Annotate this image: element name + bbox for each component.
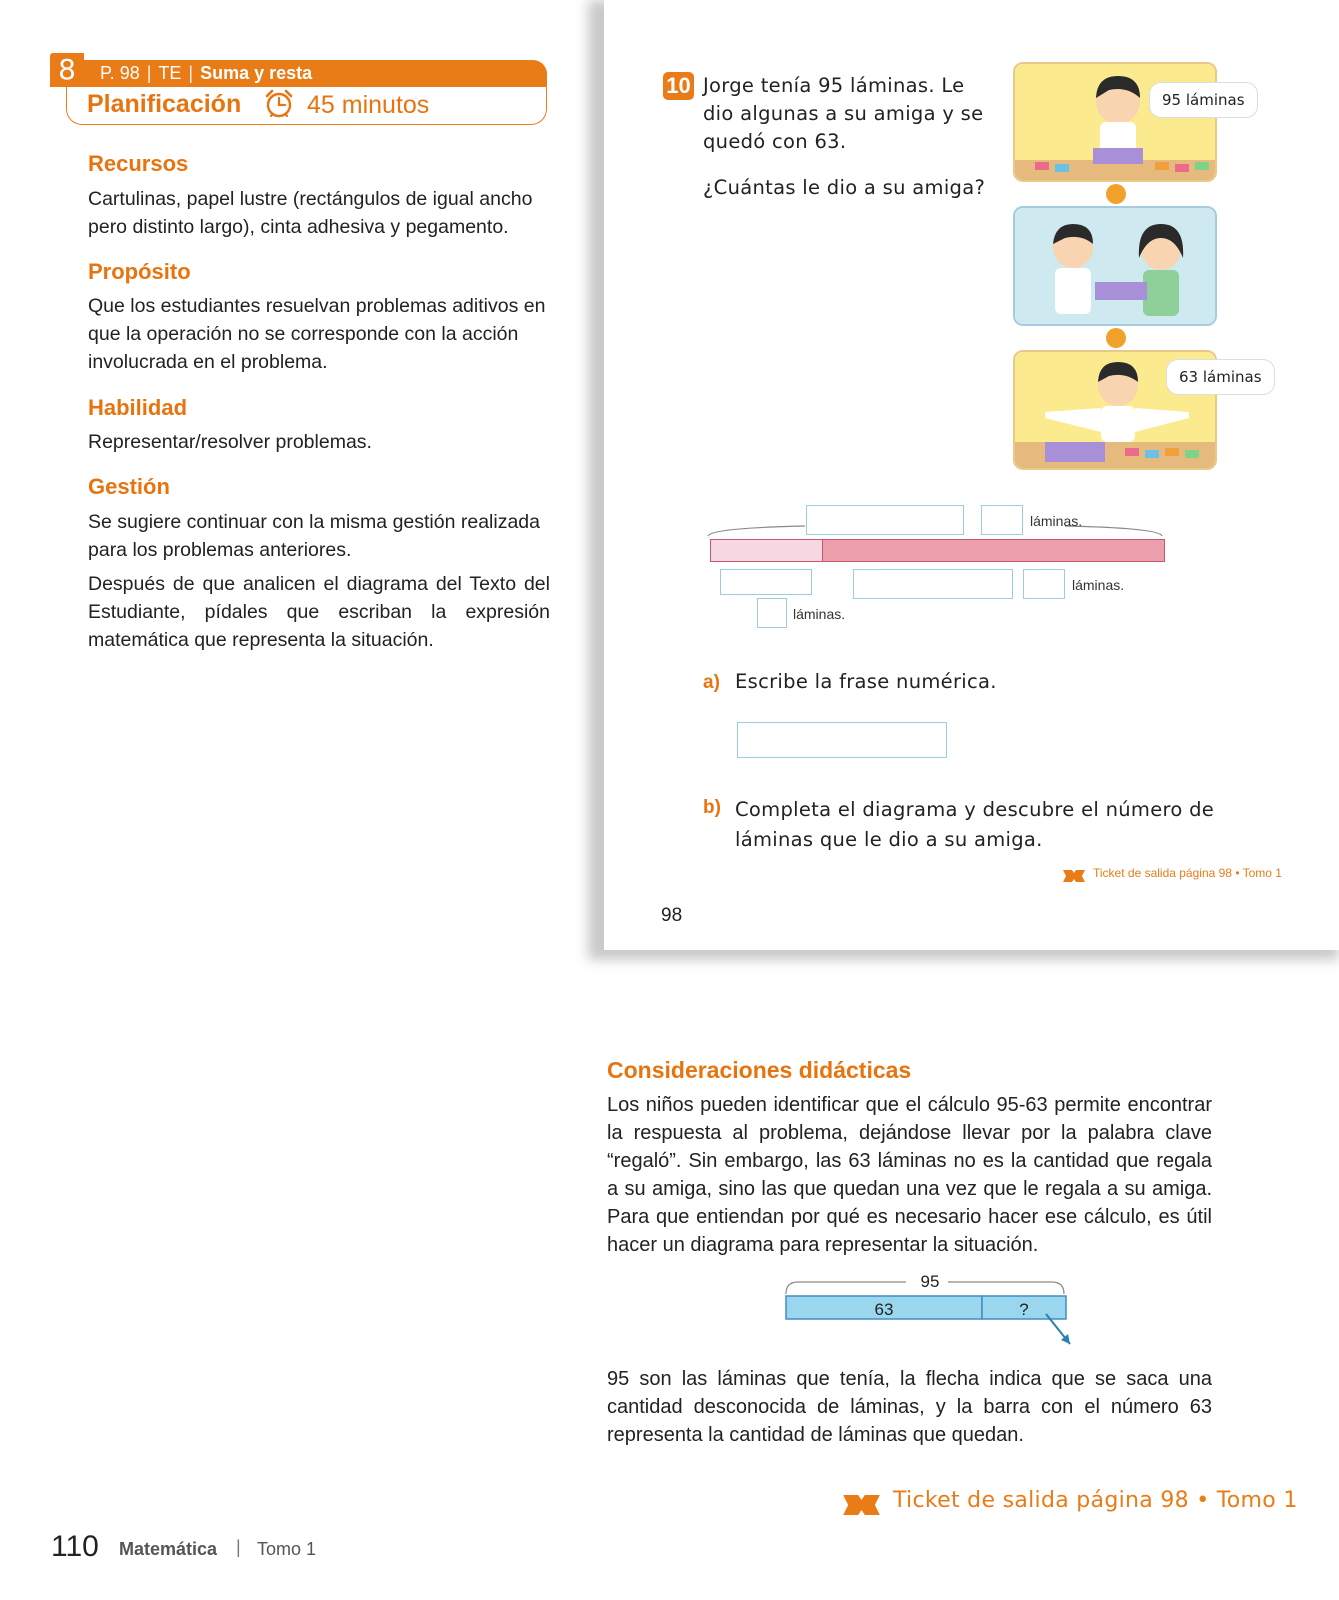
footer-subject: Matemática <box>119 1539 218 1559</box>
problem-text: Jorge tenía 95 láminas. Le dio algunas a su amiga y se quedó con 63. <box>703 74 984 153</box>
speech-bubble-63: 63 láminas <box>1166 359 1275 395</box>
tape-unknown-label: ? <box>1019 1300 1029 1319</box>
down-arrow-icon <box>1106 328 1126 348</box>
proposito-heading: Propósito <box>88 259 191 284</box>
footer-separator: | <box>236 1537 241 1557</box>
illustration-boy-with-cards <box>1013 62 1217 182</box>
problem-number: 10 <box>663 72 694 100</box>
planning-duration: 45 minutos <box>307 91 430 119</box>
footer-page-number: 110 <box>51 1530 99 1563</box>
item-b-label: b) <box>703 797 721 818</box>
diagram-unit-label: láminas. <box>1030 513 1083 529</box>
item-a-label: a) <box>703 672 720 693</box>
header-bar: P. 98 | TE | Suma y resta <box>84 60 547 87</box>
section-number: 8 <box>50 53 84 87</box>
diagram-total-number-box[interactable] <box>981 505 1023 535</box>
ticket-link-small[interactable]: Ticket de salida página 98 • Tomo 1 <box>1093 866 1282 880</box>
ticket-icon <box>1063 870 1085 882</box>
ticket-icon <box>843 1495 880 1515</box>
page-ref: P. 98 <box>100 63 140 83</box>
planning-title: Planificación <box>87 90 242 118</box>
diagram-bar-given <box>710 539 824 562</box>
proposito-text: Que los estudiantes resuelvan problemas aditivos en que la operación no se corresponde con la acción involucrada en el problema. <box>88 295 546 373</box>
gestion-heading: Gestión <box>88 474 170 499</box>
gestion-text-2: Después de que analicen el diagrama del Texto del Estudiante, pídales que escriban la expresión matemática que representa la situación. <box>88 573 550 651</box>
habilidad-heading: Habilidad <box>88 395 188 420</box>
recursos-text: Cartulinas, papel lustre (rectángulos de igual ancho pero distinto largo), cinta adhesiva y pegamento. <box>88 188 533 238</box>
diagram-unit-label: láminas. <box>793 606 846 622</box>
diagram-given-number-box[interactable] <box>757 598 787 628</box>
tape-total-label: 95 <box>912 1272 948 1292</box>
diagram-remaining-box[interactable] <box>853 569 1013 599</box>
tape-part-label: 63 <box>874 1300 894 1319</box>
diagram-remaining-number-box[interactable] <box>1023 569 1065 599</box>
consideraciones-paragraph-2: 95 son las láminas que tenía, la flecha indica que se saca una cantidad desconocida de láminas, y la barra con el número 63 representa la cantidad de láminas que quedan. <box>607 1368 1212 1446</box>
diagram-total-box[interactable] <box>806 505 964 535</box>
recursos-heading: Recursos <box>88 151 189 176</box>
habilidad-text: Representar/resolver problemas. <box>88 431 372 453</box>
problem-question: ¿Cuántas le dio a su amiga? <box>703 176 986 199</box>
illustration-giving-cards <box>1013 206 1217 326</box>
ticket-link[interactable]: Ticket de salida página 98 • Tomo 1 <box>893 1488 1298 1513</box>
book-ref: TE <box>158 63 182 83</box>
diagram-bar-remaining <box>822 539 1165 562</box>
item-b-text: Completa el diagrama y descubre el número de láminas que le dio a su amiga. <box>735 798 1215 851</box>
topic-title: Suma y resta <box>200 63 313 83</box>
consideraciones-heading: Consideraciones didácticas <box>607 1057 912 1083</box>
footer-volume: Tomo 1 <box>257 1539 317 1559</box>
consideraciones-paragraph-1: Los niños pueden identificar que el cálculo 95-63 permite encontrar la respuesta al problema, dejándose llevar por la palabra clave “regaló”. Sin embargo, las 63 láminas no es la cantidad que regala a su amiga, sino las que quedan una vez que le regala a su amiga. Para que entiendan por qué es necesario hacer ese cálculo, es útil hacer un diagrama para representar la situación. <box>607 1094 1212 1256</box>
speech-bubble-95: 95 láminas <box>1149 82 1258 118</box>
number-sentence-box[interactable] <box>737 722 947 758</box>
diagram-given-box[interactable] <box>720 569 812 595</box>
diagram-unit-label: láminas. <box>1072 577 1125 593</box>
student-page-number: 98 <box>661 905 683 926</box>
item-a-text: Escribe la frase numérica. <box>735 670 997 693</box>
gestion-text-1: Se sugiere continuar con la misma gestión realizada para los problemas anteriores. <box>88 511 540 561</box>
down-arrow-icon <box>1106 184 1126 204</box>
alarm-clock-icon <box>263 88 295 120</box>
